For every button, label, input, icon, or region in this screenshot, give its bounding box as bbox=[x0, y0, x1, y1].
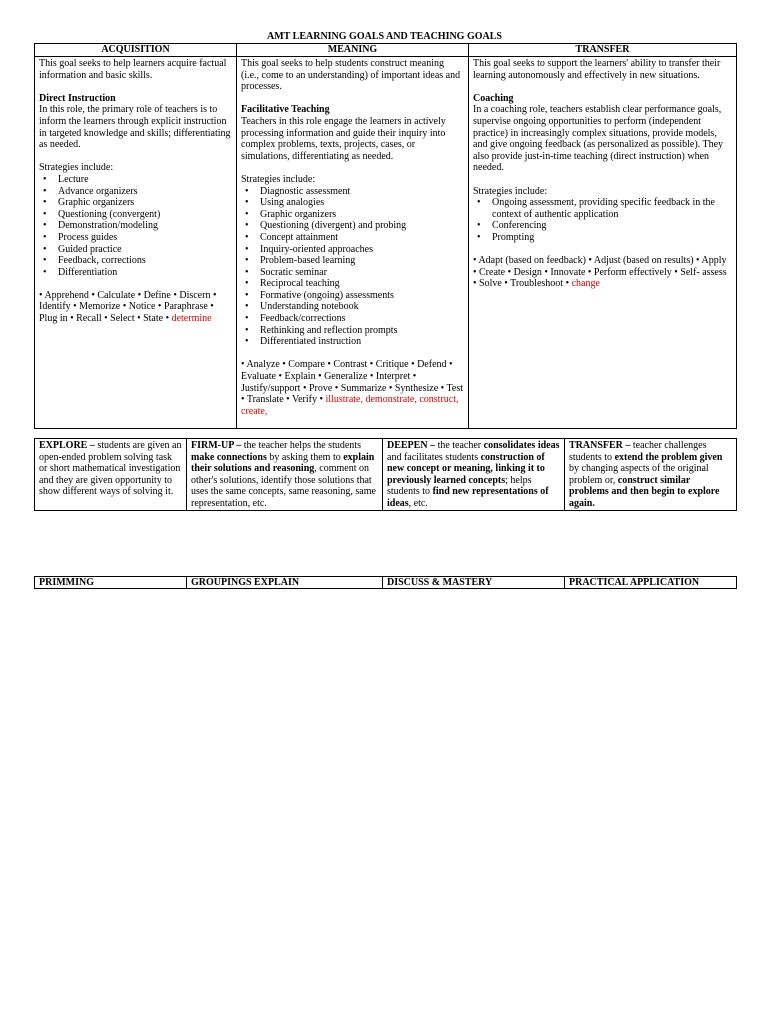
list-item: • Problem-based learning bbox=[260, 255, 464, 267]
phase-bold-text: explain their solutions and reasoning bbox=[191, 451, 375, 475]
list-item: • Understanding notebook bbox=[260, 301, 464, 313]
meaning-cell bbox=[237, 57, 469, 429]
stage-label-practical: PRACTICAL APPLICATION bbox=[565, 577, 737, 589]
col-header-acquisition: ACQUISITION bbox=[35, 44, 237, 57]
acquisition-cell bbox=[35, 57, 237, 429]
phase-bold-text: construct similar problems and then begin to explore again. bbox=[569, 474, 720, 509]
phase-text: , etc. bbox=[408, 497, 428, 509]
phase-label: DEEPEN – bbox=[387, 440, 436, 451]
meaning-body: Teachers in this role engage the learners in actively processing information and guide their inquiry into complex problems, texts, projects, cases, or simulations, differentiating as needed. bbox=[241, 115, 446, 162]
list-item: • Demonstration/modeling bbox=[58, 220, 232, 232]
list-item: • Graphic organizers bbox=[260, 209, 464, 221]
transfer-intro: This goal seeks to support the learners' ability to transfer their learning autonomously and effectively in new situations. bbox=[473, 58, 721, 81]
list-item: • Questioning (divergent) and probing bbox=[260, 220, 464, 232]
phase-deepen bbox=[383, 439, 565, 511]
list-item: • Questioning (convergent) bbox=[58, 209, 232, 221]
verbs-red-text: determine bbox=[171, 313, 212, 325]
col-header-transfer: TRANSFER bbox=[469, 44, 737, 57]
list-item: • Formative (ongoing) assessments bbox=[260, 290, 464, 302]
acquisition-heading: Direct Instruction bbox=[39, 92, 116, 104]
phase-text: students are given an open-ended problem solving task or short mathematical investigation and they are given opportunity to show different ways of solving it. bbox=[39, 440, 182, 498]
acquisition-strategies-label: Strategies include: bbox=[39, 162, 114, 174]
phase-label: EXPLORE – bbox=[39, 440, 95, 451]
list-item: • Feedback, corrections bbox=[58, 255, 232, 267]
phase-firm-up bbox=[187, 439, 383, 511]
phase-label: FIRM-UP – bbox=[191, 440, 242, 451]
phase-bold-text: construction of new concept or meaning, linking it to previously learned concepts bbox=[387, 451, 545, 486]
transfer-cell bbox=[469, 57, 737, 429]
verbs-text: • Adapt (based on feedback) • Adjust (based on results) • Apply • Create • Design • Innovate • Perform effectively • Self- assess • Solve • Troubleshoot • bbox=[473, 255, 727, 290]
phase-transfer bbox=[565, 439, 737, 511]
verbs-red-text: change bbox=[571, 278, 600, 290]
list-item: • Ongoing assessment, providing specific feedback in the context of authentic application bbox=[492, 197, 732, 220]
verbs-red-text: illustrate, demonstrate, construct, create, bbox=[241, 394, 459, 417]
goals-header-row bbox=[35, 44, 737, 57]
phase-bold-text: make connections bbox=[191, 451, 267, 463]
acquisition-body: In this role, the primary role of teachers is to inform the learners through explicit instruction in targeted knowledge and skills; differentiating as needed. bbox=[39, 104, 231, 151]
phase-text: and facilitates students bbox=[387, 451, 479, 463]
meaning-strategies-label: Strategies include: bbox=[241, 173, 316, 185]
list-item: • Inquiry-oriented approaches bbox=[260, 244, 464, 256]
list-item: • Using analogies bbox=[260, 197, 464, 209]
meaning-strategies-list bbox=[241, 186, 464, 348]
list-item: • Graphic organizers bbox=[58, 197, 232, 209]
transfer-heading: Coaching bbox=[473, 92, 514, 104]
phase-text: by changing aspects of the original problem or, bbox=[569, 463, 709, 486]
goals-body-row bbox=[35, 57, 737, 429]
list-item: • Feedback/corrections bbox=[260, 313, 464, 325]
phase-bold-text: find new representations of ideas bbox=[387, 486, 549, 509]
stage-labels-table bbox=[34, 576, 737, 589]
phases-row bbox=[35, 439, 737, 511]
phase-text: ; helps students to bbox=[387, 474, 532, 498]
list-item: • Socratic seminar bbox=[260, 267, 464, 279]
phase-explore bbox=[35, 439, 187, 511]
stage-labels-row bbox=[35, 577, 737, 589]
phase-bold-text: extend the problem given bbox=[614, 451, 723, 463]
verbs-text: • Analyze • Compare • Contrast • Critique • Defend • Evaluate • Explain • Generalize • Interpret • Justify/support • Prove • Summarize • Synthesize • Test • Translate • Verify • bbox=[241, 359, 463, 406]
list-item: • Lecture bbox=[58, 174, 232, 186]
transfer-strategies-list bbox=[473, 197, 732, 243]
phase-text: teacher challenges students to bbox=[569, 440, 707, 463]
phase-text: the teacher bbox=[437, 440, 482, 451]
phase-text: , comment on other's solutions, identify those solutions that uses the same concepts, same reasoning, same representation, etc. bbox=[191, 463, 376, 509]
acquisition-strategies-list bbox=[39, 174, 232, 278]
stage-label-groupings: GROUPINGS EXPLAIN bbox=[187, 577, 383, 589]
list-item: • Rethinking and reflection prompts bbox=[260, 325, 464, 337]
meaning-intro: This goal seeks to help students construct meaning (i.e., come to an understanding) of important ideas and processes. bbox=[241, 58, 461, 93]
goals-table bbox=[34, 43, 737, 429]
phase-text: by asking them to bbox=[269, 451, 341, 463]
list-item: • Advance organizers bbox=[58, 186, 232, 198]
list-item: • Prompting bbox=[492, 232, 732, 244]
transfer-strategies-label: Strategies include: bbox=[473, 185, 548, 197]
meaning-heading: Facilitative Teaching bbox=[241, 104, 330, 116]
transfer-verbs bbox=[473, 255, 732, 290]
list-item: • Concept attainment bbox=[260, 232, 464, 244]
phases-table bbox=[34, 438, 737, 511]
meaning-verbs bbox=[241, 359, 464, 417]
stage-label-discuss: DISCUSS & MASTERY bbox=[383, 577, 565, 589]
page-title: AMT LEARNING GOALS AND TEACHING GOALS bbox=[267, 31, 502, 42]
stage-label-primming: PRIMMING bbox=[35, 577, 187, 589]
verbs-text: • Apprehend • Calculate • Define • Discern • Identify • Memorize • Notice • Paraphrase • Plug in • Recall • Select • State • bbox=[39, 289, 217, 325]
list-item: • Differentiated instruction bbox=[260, 336, 464, 348]
acquisition-intro: This goal seeks to help learners acquire factual information and basic skills. bbox=[39, 58, 227, 81]
list-item: • Diagnostic assessment bbox=[260, 186, 464, 198]
list-item: • Differentiation bbox=[58, 267, 232, 279]
acquisition-verbs bbox=[39, 290, 232, 325]
list-item: • Process guides bbox=[58, 232, 232, 244]
phase-text: the teacher helps the students bbox=[243, 440, 361, 451]
phase-label: TRANSFER – bbox=[569, 440, 631, 451]
col-header-meaning: MEANING bbox=[237, 44, 469, 57]
list-item: • Guided practice bbox=[58, 244, 232, 256]
phase-bold-text: consolidates ideas bbox=[483, 440, 560, 451]
transfer-body: In a coaching role, teachers establish clear performance goals, supervise ongoing opportunities to perform (independent practice) in increasingly complex situations, provide models, and give ongoing feedback (as personalized as possible). They also provide just-in-time teaching (direct instruction) when needed. bbox=[473, 104, 724, 174]
list-item: • Conferencing bbox=[492, 220, 732, 232]
list-item: • Reciprocal teaching bbox=[260, 278, 464, 290]
